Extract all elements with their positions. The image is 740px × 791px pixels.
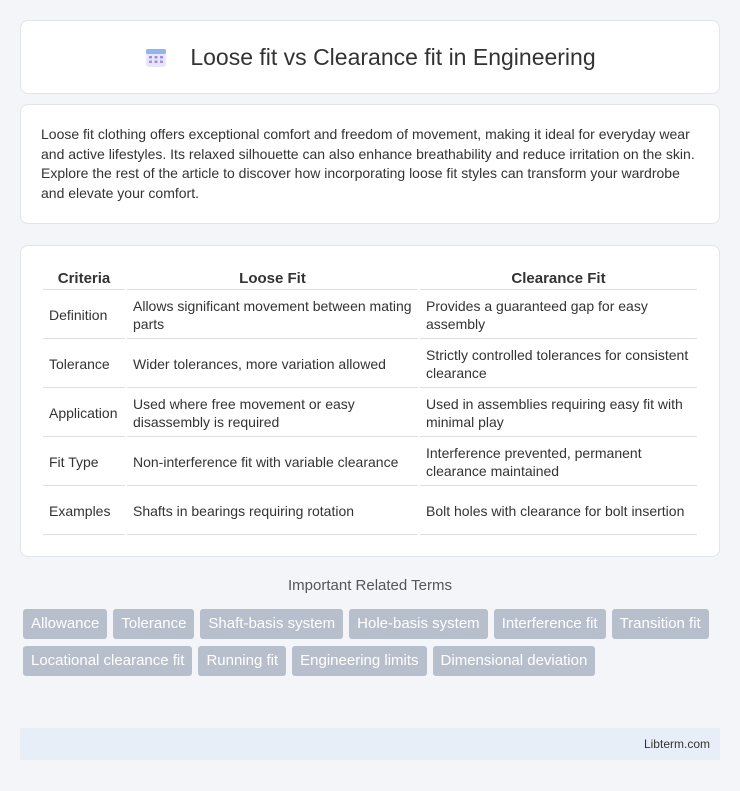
- tag-running-fit[interactable]: Running fit: [198, 646, 286, 676]
- row-criteria: Fit Type: [43, 439, 125, 486]
- tag-locational-clearance-fit[interactable]: Locational clearance fit: [23, 646, 192, 676]
- row-criteria: Examples: [43, 488, 125, 535]
- row-loose-fit: Wider tolerances, more variation allowed: [127, 341, 418, 388]
- row-clearance-fit: Strictly controlled tolerances for consistent clearance: [420, 341, 697, 388]
- row-loose-fit: Non-interference fit with variable clearance: [127, 439, 418, 486]
- tag-transition-fit[interactable]: Transition fit: [612, 609, 709, 639]
- table-row: [43, 488, 697, 535]
- related-terms-list: [23, 609, 723, 676]
- row-criteria: Definition: [43, 292, 125, 339]
- table-row: [43, 341, 697, 388]
- tag-hole-basis-system[interactable]: Hole-basis system: [349, 609, 488, 639]
- table-row: [43, 292, 697, 339]
- tag-engineering-limits[interactable]: Engineering limits: [292, 646, 426, 676]
- page-title: Loose fit vs Clearance fit in Engineering: [190, 43, 596, 70]
- row-loose-fit: Shafts in bearings requiring rotation: [127, 488, 418, 535]
- table-header-row: [43, 268, 697, 290]
- table-row: [43, 439, 697, 486]
- row-loose-fit: Used where free movement or easy disassembly is required: [127, 390, 418, 437]
- tag-dimensional-deviation[interactable]: Dimensional deviation: [433, 646, 596, 676]
- comparison-table-card: [20, 245, 720, 557]
- row-clearance-fit: Bolt holes with clearance for bolt insertion: [420, 488, 697, 535]
- header: [144, 44, 595, 71]
- row-clearance-fit: Interference prevented, permanent clearance maintained: [420, 439, 697, 486]
- intro-card: [20, 104, 720, 224]
- tag-shaft-basis-system[interactable]: Shaft-basis system: [200, 609, 343, 639]
- header-card: [20, 20, 720, 94]
- intro-text: Loose fit clothing offers exceptional comfort and freedom of movement, making it ideal for everyday wear and active lifestyles. Its relaxed silhouette can also enhance breathability and reduce irritation on the skin. Explore the rest of the article to discover how incorporating loose fit styles can transform your wardrobe and elevate your comfort.: [41, 126, 695, 201]
- header-clearance-fit: Clearance Fit: [420, 268, 697, 290]
- tag-tolerance[interactable]: Tolerance: [113, 609, 194, 639]
- tag-allowance[interactable]: Allowance: [23, 609, 107, 639]
- row-clearance-fit: Provides a guaranteed gap for easy assembly: [420, 292, 697, 339]
- tag-interference-fit[interactable]: Interference fit: [494, 609, 606, 639]
- row-criteria: Application: [43, 390, 125, 437]
- footer: [20, 728, 720, 760]
- footer-brand-link[interactable]: Libterm.com: [643, 737, 710, 751]
- table-row: [43, 390, 697, 437]
- comparison-table: [41, 266, 699, 537]
- header-criteria: Criteria: [43, 268, 125, 290]
- calendar-icon: [144, 45, 168, 69]
- row-loose-fit: Allows significant movement between mating parts: [127, 292, 418, 339]
- row-criteria: Tolerance: [43, 341, 125, 388]
- related-terms-title: Important Related Terms: [288, 577, 452, 594]
- header-loose-fit: Loose Fit: [127, 268, 418, 290]
- row-clearance-fit: Used in assemblies requiring easy fit with minimal play: [420, 390, 697, 437]
